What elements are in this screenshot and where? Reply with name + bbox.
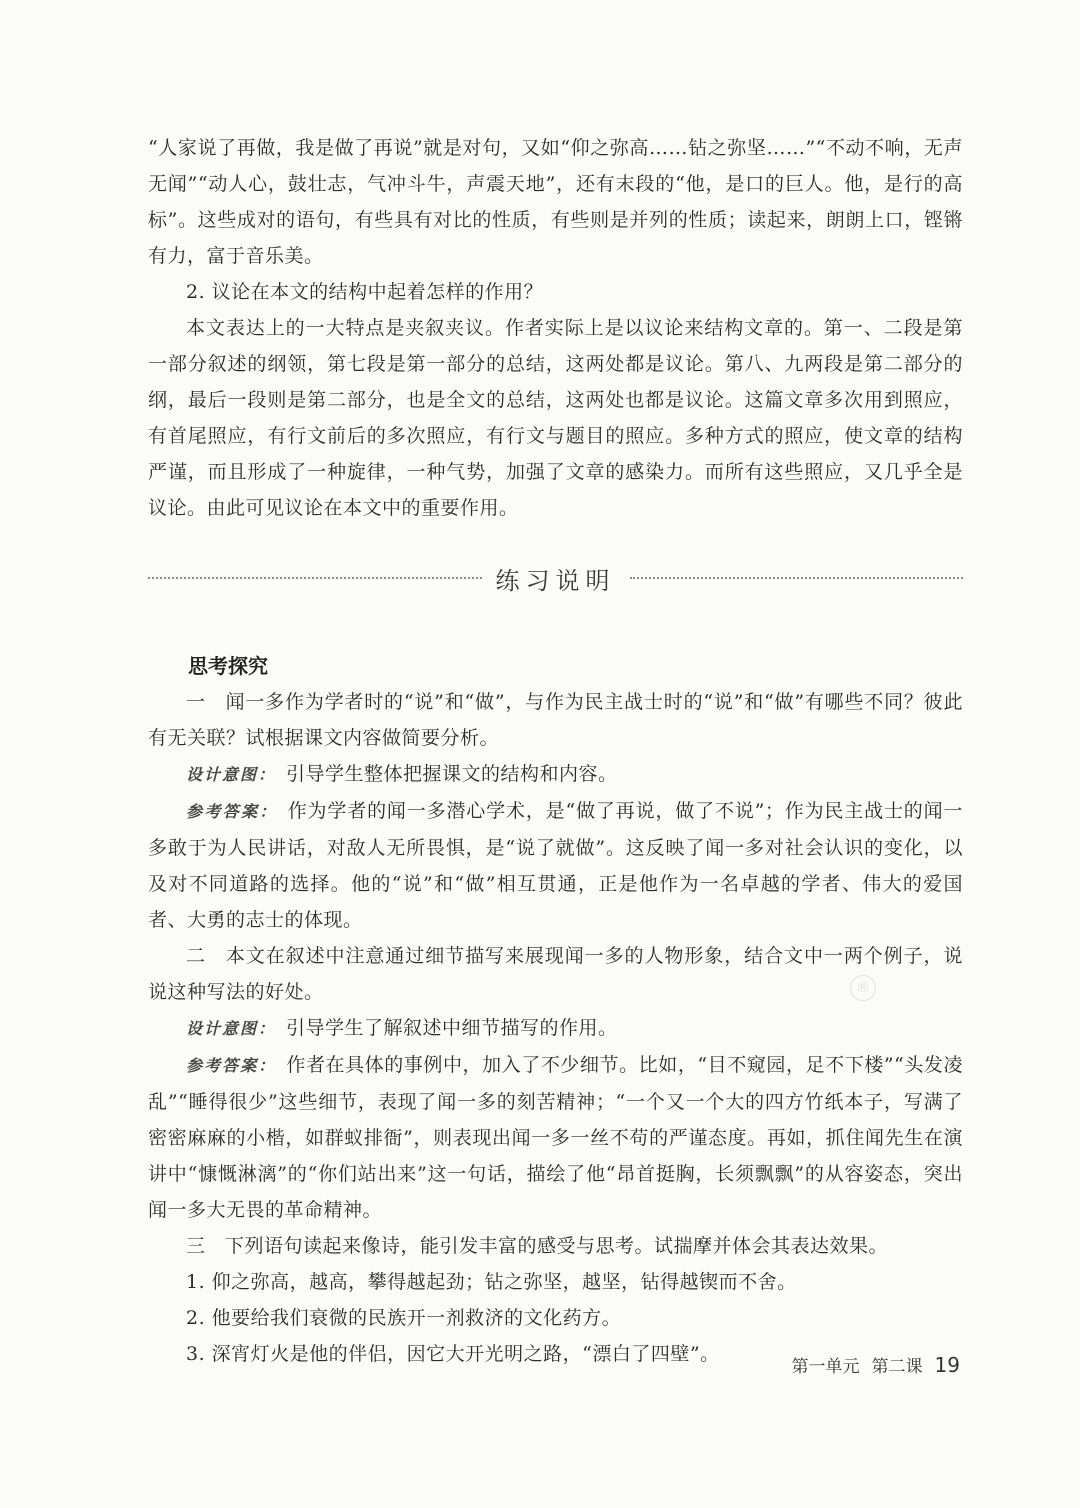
dotted-rule-left (148, 577, 482, 579)
reference-answer-text: 作为学者的闻一多潜心学术，是“做了再说，做了不说”；作为民主战士的闻一多敢于为人民讲话，对敌人无所畏惧，是“说了就做”。这反映了闻一多对社会认识的变化，以及对不同道路的选择。他的“说”和“做”相互贯通，正是他作为一名卓越的学者、伟大的爱国者、大勇的志士的体现。 (148, 800, 963, 931)
unit-label: 第一单元 (791, 1357, 860, 1377)
section-title: 练习说明 (495, 566, 616, 595)
exercise-question-3: 三 下列语句读起来像诗，能引发丰富的感受与思考。试揣摩并体会其表达效果。 (186, 1235, 889, 1257)
reference-answer-text: 作者在具体的事例中，加入了不少细节。比如，“目不窥园，足不下楼”“头发凌乱”“睡得很少”这些细节，表现了闻一多的刻苦精神；“一个又一个大的四方竹纸本子，写满了密密麻麻的小楷，如群蚁排衙”，则表现出闻一多一丝不苟的严谨态度。再如，抓住闻先生在演讲中“慷慨淋漓”的“你们站出来”这一句话，描绘了他“昂首挺胸，长须飘飘”的从容姿态，突出闻一多大无畏的革命精神。 (148, 1054, 963, 1221)
lesson-label: 第二课 (871, 1357, 923, 1377)
page-footer (792, 1352, 960, 1377)
exercise-question-2: 二 本文在叙述中注意通过细节描写来展现闻一多的人物形象，结合文中一两个例子，说说这种写法的好处。 (148, 945, 963, 1003)
paragraph-argument-structure: 本文表达上的一大特点是夹叙夹议。作者实际上是以议论来结构文章的。第一、二段是第一部分叙述的纲领，第七段是第一部分的总结，这两处都是议论。第八、九两段是第二部分的纲，最后一段则是第二部分，也是全文的总结，这两处也都是议论。这篇文章多次用到照应，有首尾照应，有行文前后的多次照应，有行文与题目的照应。多种方式的照应，使文章的结构严谨，而且形成了一种旋律，一种气势，加强了文章的感染力。而所有这些照应，又几乎全是议论。由此可见议论在本文中的重要作用。 (148, 317, 963, 519)
design-intent-label: 设计意图： (186, 1019, 277, 1038)
upper-text (148, 130, 963, 526)
reference-answer-2 (148, 1047, 963, 1228)
list-item: 2. 他要给我们衰微的民族开一剂救济的文化药方。 (186, 1307, 622, 1329)
subheading-thinking: 思考探究 (188, 654, 268, 678)
section-divider (148, 558, 963, 598)
design-intent-text: 引导学生整体把握课文的结构和内容。 (286, 763, 618, 785)
page-number: 19 (934, 1353, 960, 1377)
reference-answer-label: 参考答案： (186, 802, 278, 821)
reference-answer-label: 参考答案： (186, 1056, 277, 1075)
design-intent-2 (148, 1010, 963, 1047)
question-2-structure: 2. 议论在本文的结构中起着怎样的作用？ (186, 281, 544, 303)
list-item: 3. 深宵灯火是他的伴侣，因它大开光明之路，“漂白了四壁”。 (186, 1343, 720, 1365)
paragraph-parallel-sentences: “人家说了再做，我是做了再说”就是对句，又如“仰之弥高……钻之弥坚……”“不动不响，无声无闻”“动人心，鼓壮志，气冲斗牛，声震天地”，还有末段的“他，是口的巨人。他，是行的高标”。这些成对的语句，有些具有对比的性质，有些则是并列的性质；读起来，朗朗上口，铿锵有力，富于音乐美。 (148, 137, 963, 267)
design-intent-label: 设计意图： (186, 765, 277, 784)
exercise-question-1: 一 闻一多作为学者时的“说”和“做”，与作为民主战士时的“说”和“做”有哪些不同？彼此有无关联？试根据课文内容做简要分析。 (148, 691, 963, 749)
design-intent-text: 引导学生了解叙述中细节描写的作用。 (286, 1017, 618, 1039)
dotted-rule-right (630, 577, 964, 579)
reference-answer-1 (148, 793, 963, 938)
registered-mark-watermark: ® (850, 975, 876, 1001)
list-item: 1. 仰之弥高，越高，攀得越起劲；钻之弥坚，越坚，钻得越锲而不舍。 (186, 1271, 797, 1293)
exercise-notes (148, 648, 963, 1372)
design-intent-1 (148, 756, 963, 793)
